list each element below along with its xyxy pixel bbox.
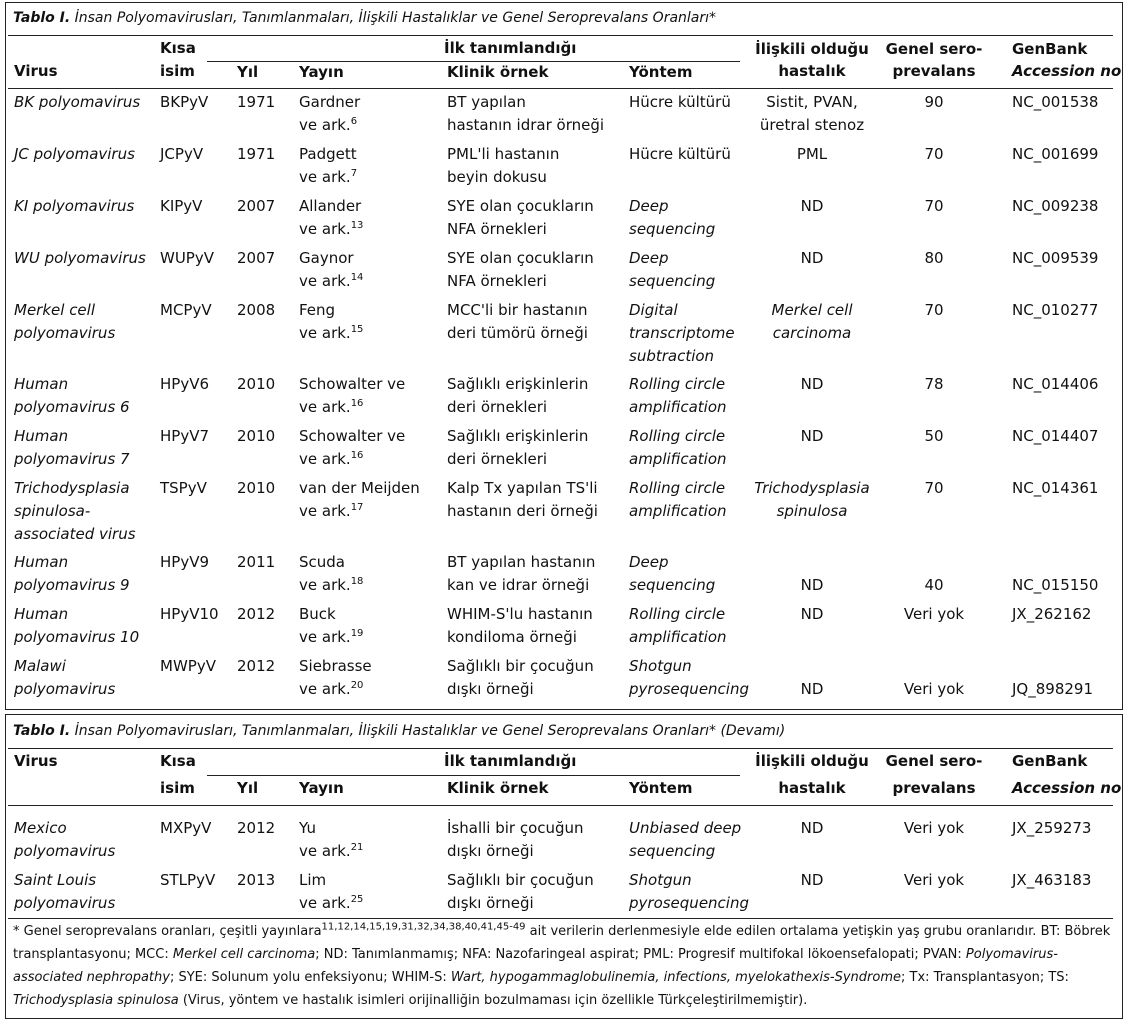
footnote-segment: Trichodysplasia spinulosa: [13, 993, 179, 1008]
table-1-row-3-method: sequencing: [629, 220, 716, 238]
table-1-row-7-publication-ref: ve ark.$^{16}$: [299, 450, 364, 468]
caption-label: Tablo I.: [13, 723, 71, 739]
table-2-header-rule: [8, 805, 1113, 806]
table-2-row-2-virus: polyomavirus: [14, 894, 116, 912]
table-1-row-11-clinical-sample: dışkı örneği: [447, 680, 534, 698]
table-1-row-9-clinical-sample: kan ve idrar örneği: [447, 576, 590, 594]
table-1-row-8-seroprevalence: 70: [924, 479, 944, 497]
header-genbank-2: Accession no: [1012, 62, 1122, 80]
table-2-row-1-clinical-sample: İshalli bir çocuğun: [447, 819, 584, 837]
table-1-row-11-method: pyrosequencing: [629, 680, 749, 698]
table-2-row-1-publication: Yu: [299, 819, 316, 837]
table-1-row-2-clinical-sample: beyin dokusu: [447, 168, 547, 186]
caption-text: İnsan Polyomavirusları, Tanımlanmaları, İlişkili Hastalıklar ve Genel Seroprevalans Oranları*: [70, 10, 717, 26]
table-1-row-11-virus: polyomavirus: [14, 680, 116, 698]
table-1-row-10-clinical-sample: kondiloma örneği: [447, 628, 577, 646]
table-1-row-4-year: 2007: [237, 249, 276, 267]
table-1-row-7-short-name: HPyV7: [160, 427, 210, 445]
table-1-row-2-genbank: NC_001699: [1012, 145, 1099, 163]
table-2-top-rule: [8, 748, 1113, 749]
table-1-row-8-publication-ref: ve ark.$^{17}$: [299, 502, 364, 520]
table-1-row-8-year: 2010: [237, 479, 276, 497]
table-1-row-10-seroprevalence: Veri yok: [903, 605, 965, 623]
header-virus: Virus: [14, 62, 58, 80]
table-1-row-1-short-name: BKPyV: [160, 93, 209, 111]
table-2-row-1-short-name: MXPyV: [160, 819, 212, 837]
table-1-row-1-clinical-sample: BT yapılan: [447, 93, 526, 111]
table-1-row-7-method: Rolling circle: [629, 427, 726, 445]
table-1-row-9-seroprevalence: 40: [924, 576, 944, 594]
header-disease-1: İlişkili olduğu: [755, 40, 869, 58]
table-2-row-2-year: 2013: [237, 871, 276, 889]
table-1-row-5-clinical-sample: MCC'li bir hastanın: [447, 301, 588, 319]
header-short-1: Kısa: [160, 39, 196, 57]
table-1-row-5-method: subtraction: [629, 347, 715, 365]
table-1-row-5-genbank: NC_010277: [1012, 301, 1099, 319]
table-1-row-3-publication: Allander: [299, 197, 362, 215]
table-1-row-2-virus: JC polyomavirus: [14, 145, 135, 163]
table-1-row-1-publication: Gardner: [299, 93, 361, 111]
table-1-row-8-publication: van der Meijden: [299, 479, 420, 497]
table-1-row-5-clinical-sample: deri tümörü örneği: [447, 324, 588, 342]
table-1-row-7-clinical-sample: Sağlıklı erişkinlerin: [447, 427, 589, 445]
table-2-row-1-virus: Mexico: [14, 819, 67, 837]
footnote-segment: Polyomavirus-associated nephropathy: [13, 947, 1058, 985]
header-clinical-sample: Klinik örnek: [447, 63, 549, 81]
table-1-row-2-seroprevalence: 70: [924, 145, 944, 163]
table-2-row-1-clinical-sample: dışkı örneği: [447, 842, 534, 860]
table-2-row-2-clinical-sample: dışkı örneği: [447, 894, 534, 912]
table-1-row-11-seroprevalence: Veri yok: [903, 680, 965, 698]
table-1-row-10-clinical-sample: WHIM-S'lu hastanın: [447, 605, 593, 623]
table-1-row-5-seroprevalence: 70: [924, 301, 944, 319]
table-1-row-1-method: Hücre kültürü: [629, 93, 731, 111]
footnote-segment: (Virus, yöntem ve hastalık isimleri orijinalliğin bozulmaması için özellikle Türkçeleştirilmemiştir).: [178, 993, 808, 1008]
caption-label: Tablo I.: [13, 10, 71, 26]
table-1-row-8-clinical-sample: Kalp Tx yapılan TS'li: [447, 479, 598, 497]
table-2-row-1-disease: ND: [800, 819, 824, 837]
reference-number: 6: [350, 116, 358, 127]
table-1-row-6-year: 2010: [237, 375, 276, 393]
table-2-row-2-publication: Lim: [299, 871, 327, 889]
table-1-row-10-virus: Human: [14, 605, 69, 623]
table-1-row-11-publication-ref: ve ark.$^{20}$: [299, 680, 364, 698]
reference-number: 19: [350, 628, 364, 639]
table-2-row-2-clinical-sample: Sağlıklı bir çocuğun: [447, 871, 594, 889]
table-1-row-2-short-name: JCPyV: [160, 145, 204, 163]
table-1-row-9-publication-ref: ve ark.$^{18}$: [299, 576, 364, 594]
table-1-row-5-disease: carcinoma: [772, 324, 852, 342]
table-1-row-5-method: transcriptome: [629, 324, 735, 342]
table-1-row-6-method: amplification: [629, 398, 727, 416]
table-2-row-2-seroprevalence: Veri yok: [903, 871, 965, 889]
table-1-row-5-virus: polyomavirus: [14, 324, 116, 342]
table-1-row-10-method: Rolling circle: [629, 605, 726, 623]
table-1-row-4-clinical-sample: NFA örnekleri: [447, 272, 547, 290]
table-2-row-2-genbank: JX_463183: [1012, 871, 1092, 889]
table-2-row-1-method: sequencing: [629, 842, 716, 860]
table-1-row-8-disease: spinulosa: [776, 502, 848, 520]
footnote-segment: * Genel seroprevalans oranları, çeşitli yayınlara: [13, 924, 322, 939]
table-1-row-2-publication-ref: ve ark.$^7$: [299, 168, 358, 186]
table-1-row-2-year: 1971: [237, 145, 276, 163]
header-genbank-2: Accession no: [1012, 779, 1122, 797]
table-1-row-1-genbank: NC_001538: [1012, 93, 1099, 111]
table-2-row-2-method: pyrosequencing: [629, 894, 749, 912]
table-1-row-3-genbank: NC_009238: [1012, 197, 1099, 215]
header-disease-2: hastalık: [778, 62, 846, 80]
reference-number: 15: [350, 324, 364, 335]
table-1-top-rule: [8, 35, 1113, 36]
header-disease-2: hastalık: [778, 779, 846, 797]
table-2-row-2-method: Shotgun: [629, 871, 692, 889]
table-1-row-4-publication-ref: ve ark.$^{14}$: [299, 272, 364, 290]
header-group-rule: [207, 775, 740, 776]
header-method: Yöntem: [629, 779, 693, 797]
table-1-row-3-disease: ND: [800, 197, 824, 215]
footnote-segment: Wart, hypogammaglobulinemia, infections, myelokathexis-Syndrome: [450, 970, 902, 985]
table-1-row-8-clinical-sample: hastanın deri örneği: [447, 502, 598, 520]
table-1-row-10-short-name: HPyV10: [160, 605, 219, 623]
header-genbank-1: GenBank: [1012, 40, 1088, 58]
table-1-row-9-virus: Human: [14, 553, 69, 571]
table-1-row-6-disease: ND: [800, 375, 824, 393]
table-footnote: [13, 920, 1113, 1012]
reference-number: 16: [350, 398, 364, 409]
table-2-row-1-year: 2012: [237, 819, 276, 837]
table-1-caption: [13, 10, 716, 26]
header-seroprevalence-2: prevalans: [892, 62, 976, 80]
table-2-caption: [13, 723, 785, 739]
table-1-row-3-year: 2007: [237, 197, 276, 215]
table-1-row-2-clinical-sample: PML'li hastanın: [447, 145, 560, 163]
table-1-row-4-clinical-sample: SYE olan çocukların: [447, 249, 594, 267]
footnote-segment: ait verilerin derlenmesiyle elde edilen ortalama yetişkin yaş grubu oranlarıdır. BT: Böbrek transplantasyonu; MCC:: [13, 924, 1111, 962]
table-1-row-7-virus: Human: [14, 427, 69, 445]
table-1-row-3-publication-ref: ve ark.$^{13}$: [299, 220, 364, 238]
table-1-row-1-seroprevalence: 90: [924, 93, 944, 111]
reference-number: 17: [350, 502, 364, 513]
table-1-row-1-disease: Sistit, PVAN,: [766, 93, 858, 111]
table-1-row-5-virus: Merkel cell: [14, 301, 95, 319]
table-1-row-4-method: Deep: [629, 249, 669, 267]
footnote-segment: Merkel cell carcinoma: [172, 947, 316, 962]
table-1-row-2-method: Hücre kültürü: [629, 145, 731, 163]
table-1-row-8-method: amplification: [629, 502, 727, 520]
table-1-row-1-year: 1971: [237, 93, 276, 111]
table-2-row-2-disease: ND: [800, 871, 824, 889]
table-1-row-10-virus: polyomavirus 10: [14, 628, 140, 646]
table-1-row-4-short-name: WUPyV: [160, 249, 214, 267]
table-1-row-1-disease: üretral stenoz: [759, 116, 865, 134]
table-1-row-11-method: Shotgun: [629, 657, 692, 675]
header-publication: Yayın: [299, 779, 344, 797]
table-1-row-6-clinical-sample: deri örnekleri: [447, 398, 548, 416]
table-1-row-9-publication: Scuda: [299, 553, 345, 571]
table-2-row-1-virus: polyomavirus: [14, 842, 116, 860]
table-1-row-1-clinical-sample: hastanın idrar örneği: [447, 116, 605, 134]
table-2-row-1-genbank: JX_259273: [1012, 819, 1092, 837]
table-1-row-11-year: 2012: [237, 657, 276, 675]
table-2-bottom-rule: [8, 918, 1113, 919]
table-1-row-9-disease: ND: [800, 576, 824, 594]
table-1-row-11-disease: ND: [800, 680, 824, 698]
table-1-row-3-clinical-sample: SYE olan çocukların: [447, 197, 594, 215]
table-1-row-6-publication-ref: ve ark.$^{16}$: [299, 398, 364, 416]
table-1-row-1-publication-ref: ve ark.$^6$: [299, 116, 358, 134]
table-1-row-6-genbank: NC_014406: [1012, 375, 1099, 393]
table-1-row-6-short-name: HPyV6: [160, 375, 210, 393]
table-1-row-7-clinical-sample: deri örnekleri: [447, 450, 548, 468]
footnote-segment: ; Tx: Transplantasyon; TS:: [901, 970, 1069, 985]
table-1-row-10-method: amplification: [629, 628, 727, 646]
table-2-row-2-virus: Saint Louis: [14, 871, 97, 889]
table-1-row-3-short-name: KIPyV: [160, 197, 203, 215]
table-1-row-5-publication: Feng: [299, 301, 336, 319]
table-1-row-3-method: Deep: [629, 197, 669, 215]
table-1-row-5-short-name: MCPyV: [160, 301, 212, 319]
table-1-row-4-publication: Gaynor: [299, 249, 354, 267]
table-2-row-2-short-name: STLPyV: [160, 871, 216, 889]
table-1-row-8-genbank: NC_014361: [1012, 479, 1099, 497]
table-1-row-5-publication-ref: ve ark.$^{15}$: [299, 324, 364, 342]
header-seroprevalence-1: Genel sero-: [885, 752, 983, 770]
table-1-row-7-method: amplification: [629, 450, 727, 468]
footnote-segment: ; SYE: Solunum yolu enfeksiyonu; WHIM-S:: [169, 970, 451, 985]
table-1-row-6-virus: Human: [14, 375, 69, 393]
table-1-row-8-short-name: TSPyV: [160, 479, 207, 497]
table-1-row-6-clinical-sample: Sağlıklı erişkinlerin: [447, 375, 589, 393]
table-1-row-9-year: 2011: [237, 553, 276, 571]
header-clinical-sample: Klinik örnek: [447, 779, 549, 797]
table-1-row-1-virus: BK polyomavirus: [14, 93, 141, 111]
table-1-row-8-virus: spinulosa-: [14, 502, 91, 520]
table-1-row-9-short-name: HPyV9: [160, 553, 210, 571]
table-1-row-10-genbank: JX_262162: [1012, 605, 1092, 623]
table-1-row-5-method: Digital: [629, 301, 678, 319]
table-2-row-2-publication-ref: ve ark.$^{25}$: [299, 894, 364, 912]
footnote-segment: ; ND: Tanımlanmamış; NFA: Nazofaringeal aspirat; PML: Progresif multifokal lökoensefalopati; PVAN:: [315, 947, 966, 962]
header-publication: Yayın: [299, 63, 344, 81]
reference-number: 25: [350, 894, 364, 905]
table-1-row-6-seroprevalence: 78: [924, 375, 944, 393]
table-1-row-10-publication-ref: ve ark.$^{19}$: [299, 628, 364, 646]
table-1-row-4-seroprevalence: 80: [924, 249, 944, 267]
table-2-row-1-publication-ref: ve ark.$^{21}$: [299, 842, 364, 860]
table-1-row-4-virus: WU polyomavirus: [14, 249, 146, 267]
table-1-row-10-publication: Buck: [299, 605, 336, 623]
header-year: Yıl: [237, 63, 259, 81]
header-short-1: Kısa: [160, 752, 196, 770]
table-1-row-11-virus: Malawi: [14, 657, 66, 675]
table-1-row-6-virus: polyomavirus 6: [14, 398, 130, 416]
table-1-row-8-virus: Trichodysplasia: [14, 479, 130, 497]
reference-number: 16: [350, 450, 364, 461]
table-1-row-11-clinical-sample: Sağlıklı bir çocuğun: [447, 657, 594, 675]
header-year: Yıl: [237, 779, 259, 797]
reference-number: 21: [350, 842, 364, 853]
table-1-row-2-disease: PML: [796, 145, 828, 163]
reference-number: 13: [350, 220, 364, 231]
table-1-row-8-virus: associated virus: [14, 525, 136, 543]
table-1-row-4-method: sequencing: [629, 272, 716, 290]
table-1-row-9-method: Deep: [629, 553, 669, 571]
table-1-row-6-method: Rolling circle: [629, 375, 726, 393]
table-2-row-1-seroprevalence: Veri yok: [903, 819, 965, 837]
table-1-row-5-disease: Merkel cell: [771, 301, 853, 319]
table-1-row-4-disease: ND: [800, 249, 824, 267]
table-1-header-rule: [8, 88, 1113, 89]
table-1-row-11-short-name: MWPyV: [160, 657, 216, 675]
table-1-row-10-year: 2012: [237, 605, 276, 623]
table-1-row-8-method: Rolling circle: [629, 479, 726, 497]
table-1-row-9-method: sequencing: [629, 576, 716, 594]
table-1-row-2-publication: Padgett: [299, 145, 357, 163]
header-disease-1: İlişkili olduğu: [755, 752, 869, 770]
table-1-row-9-clinical-sample: BT yapılan hastanın: [447, 553, 596, 571]
footnote-segment: 11,12,14,15,19,31,32,34,38,40,41,45-49: [321, 921, 526, 933]
header-virus: Virus: [14, 752, 58, 770]
table-1-row-10-disease: ND: [800, 605, 824, 623]
table-1-row-7-seroprevalence: 50: [924, 427, 944, 445]
table-1-row-7-virus: polyomavirus 7: [14, 450, 130, 468]
table-1-row-3-seroprevalence: 70: [924, 197, 944, 215]
header-method: Yöntem: [629, 63, 693, 81]
table-1-row-4-genbank: NC_009539: [1012, 249, 1099, 267]
reference-number: 14: [350, 272, 364, 283]
reference-number: 7: [350, 168, 358, 179]
table-1-row-7-disease: ND: [800, 427, 824, 445]
caption-text: İnsan Polyomavirusları, Tanımlanmaları, İlişkili Hastalıklar ve Genel Seroprevalans Oranları* (Devamı): [70, 723, 786, 739]
table-1-row-11-publication: Siebrasse: [299, 657, 372, 675]
table-1-row-7-year: 2010: [237, 427, 276, 445]
table-1-row-9-virus: polyomavirus 9: [14, 576, 130, 594]
table-1-row-11-genbank: JQ_898291: [1012, 680, 1093, 698]
table-1-row-5-year: 2008: [237, 301, 276, 319]
table-1-row-7-genbank: NC_014407: [1012, 427, 1099, 445]
table-1-row-3-clinical-sample: NFA örnekleri: [447, 220, 547, 238]
reference-number: 18: [350, 576, 364, 587]
table-2-row-1-method: Unbiased deep: [629, 819, 742, 837]
header-short-2: isim: [160, 779, 195, 797]
table-1-row-9-genbank: NC_015150: [1012, 576, 1099, 594]
table-1-row-8-disease: Trichodysplasia: [754, 479, 870, 497]
header-short-2: isim: [160, 62, 195, 80]
table-1-row-3-virus: KI polyomavirus: [14, 197, 135, 215]
header-genbank-1: GenBank: [1012, 752, 1088, 770]
table-1-row-6-publication: Schowalter ve: [299, 375, 406, 393]
header-seroprevalence-2: prevalans: [892, 779, 976, 797]
header-seroprevalence-1: Genel sero-: [885, 40, 983, 58]
table-1-row-7-publication: Schowalter ve: [299, 427, 406, 445]
reference-number: 20: [350, 680, 364, 691]
